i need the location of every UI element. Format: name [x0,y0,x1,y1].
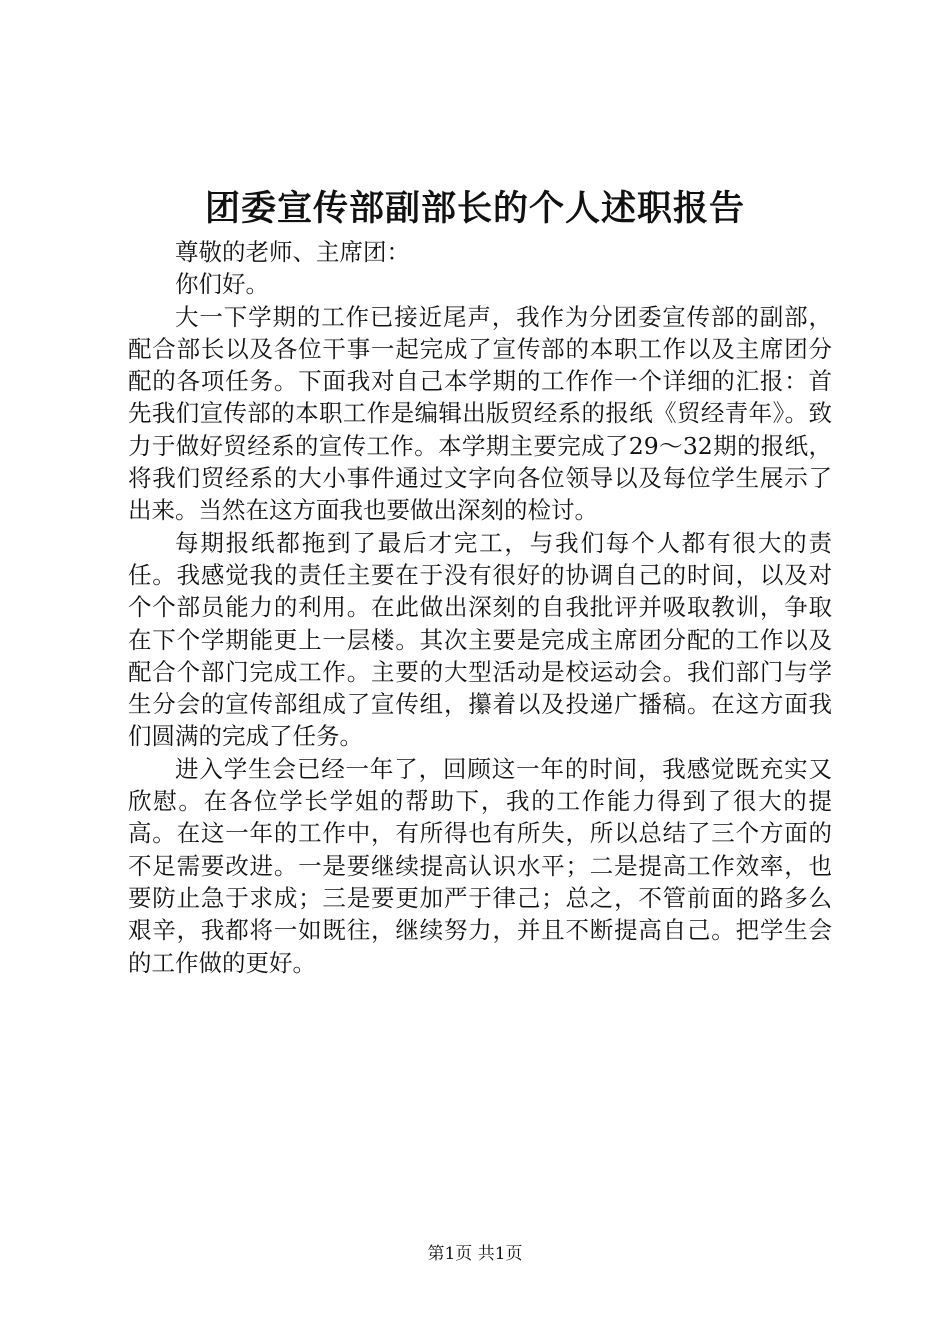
body-paragraph: 进入学生会已经一年了，回顾这一年的时间，我感觉既充实又欣慰。在各位学长学姐的帮助下，我的工作能力得到了很大的提高。在这一年的工作中，有所得也有所失，所以总结了三个方面的不足需要改进。一是要继续提高认识水平；二是提高工作效率，也要防止急于求成；三是要更加严于律己；总之，不管前面的路多么艰辛，我都将一如既往，继续努力，并且不断提高自己。把学生会的工作做的更好。 [128,754,832,977]
page-footer: 第1页 共1页 [427,1244,523,1264]
salutation-paragraph: 尊敬的老师、主席团： [175,238,410,266]
body-paragraph: 每期报纸都拖到了最后才完工，与我们每个人都有很大的责任。我感觉我的责任主要在于没有很好的协调自己的时间，以及对个个部员能力的利用。在此做出深刻的自我批评并吸取教训，争取在下个学期能更上一层楼。其次主要是完成主席团分配的工作以及配合个部门完成工作。主要的大型活动是校运动会。我们部门与学生分会的宣传部组成了宣传组，攥着以及投递广播稿。在这方面我们圆满的完成了任务。 [128,528,832,751]
body-paragraph: 大一下学期的工作已接近尾声，我作为分团委宣传部的副部，配合部长以及各位干事一起完成了宣传部的本职工作以及主席团分配的各项任务。下面我对自己本学期的工作作一个详细的汇报：首先我们宣传部的本职工作是编辑出版贸经系的报纸《贸经青年》。致力于做好贸经系的宣传工作。本学期主要完成了29～32期的报纸，将我们贸经系的大小事件通过文字向各位领导以及每位学生展示了出来。当然在这方面我也要做出深刻的检讨。 [128,302,832,525]
greeting-paragraph: 你们好。 [175,270,269,299]
document-body [128,236,832,979]
document-title: 团委宣传部副部长的个人述职报告 [204,188,745,229]
